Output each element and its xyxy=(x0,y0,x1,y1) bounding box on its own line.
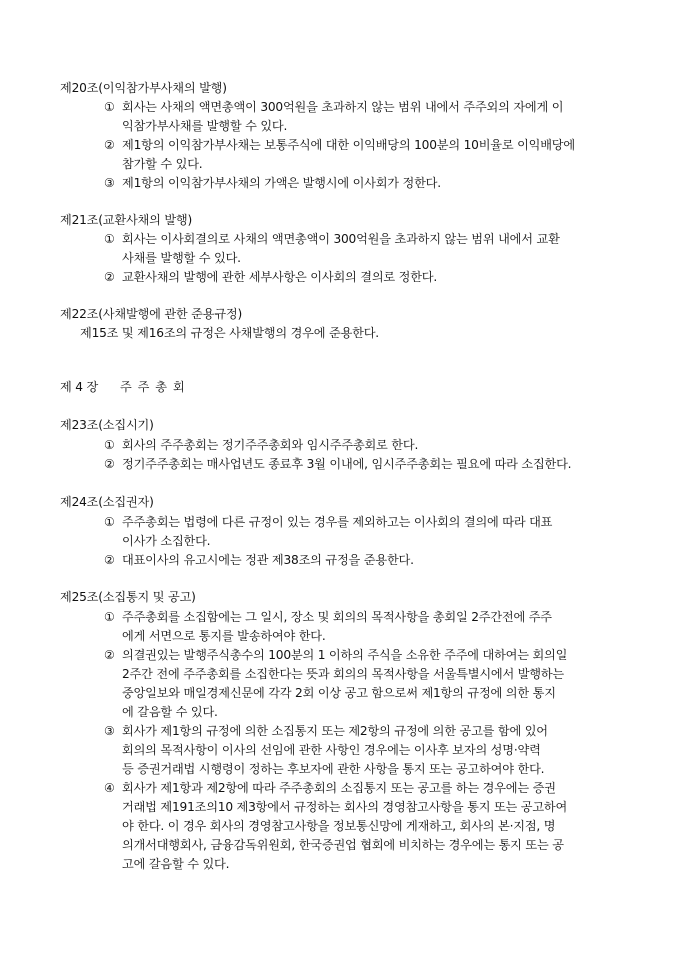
article-25-item-4-line-1: 회사가 제1항과 제2항에 따라 주주총회의 소집통지 또는 공고를 하는 경우에는 증권 xyxy=(122,781,556,795)
item-number: ③ xyxy=(104,176,115,190)
article-23-item-1-line-1: 회사의 주주총회는 정기주주총회와 임시주주총회로 한다. xyxy=(122,438,419,452)
article-21-item-1-line-2: 사채를 발행할 수 있다. xyxy=(122,251,241,265)
item-number: ② xyxy=(104,270,115,284)
article-22-body: 제15조 및 제16조의 규정은 사채발행의 경우에 준용한다. xyxy=(80,326,379,340)
article-25-item-2-line-2: 2주간 전에 주주총회를 소집한다는 뜻과 회의의 목적사항을 서울특별시에서 발행하는 xyxy=(122,667,565,681)
article-23-item-2-line-1: 정기주주총회는 매사업년도 종료후 3월 이내에, 임시주주총회는 필요에 따라 소집한다. xyxy=(122,457,572,471)
article-24-item-2-line-1: 대표이사의 유고시에는 정관 제38조의 규정을 준용한다. xyxy=(122,553,414,567)
article-25-item-1-line-1: 주주총회를 소집함에는 그 일시, 장소 및 회의의 목적사항을 총회일 2주간전에 주주 xyxy=(122,610,552,624)
article-21-item-2-line-1: 교환사채의 발행에 관한 세부사항은 이사회의 결의로 정한다. xyxy=(122,270,438,284)
article-21-title: 제21조(교환사채의 발행) xyxy=(60,213,193,227)
chapter-title: 주 주 총 회 xyxy=(120,380,186,394)
item-number: ③ xyxy=(104,724,115,738)
item-number: ② xyxy=(104,553,115,567)
article-23-title: 제23조(소집시기) xyxy=(60,418,154,432)
article-25-item-2-line-4: 에 갈음할 수 있다. xyxy=(122,705,218,719)
article-22-title: 제22조(사채발행에 관한 준용규정) xyxy=(60,307,243,321)
article-25-item-2-line-3: 중앙일보와 매일경제신문에 각각 2회 이상 공고 함으로써 제1항의 규정에 의한 통지 xyxy=(122,686,556,700)
article-25-item-4-line-3: 야 한다. 이 경우 회사의 경영참고사항을 정보통신망에 게재하고, 회사의 본·지점, 명 xyxy=(122,819,556,833)
chapter-label: 제 4 장 xyxy=(60,380,99,394)
article-20-item-2-line-2: 참가할 수 있다. xyxy=(122,157,203,171)
article-25-item-2-line-1: 의결권있는 발행주식총수의 100분의 1 이하의 주식을 소유한 주주에 대하여는 회의일 xyxy=(122,648,568,662)
article-21-item-1-line-1: 회사는 이사회결의로 사채의 액면총액이 300억원을 초과하지 않는 범위 내에서 교환 xyxy=(122,232,560,246)
article-20-title: 제20조(이익참가부사채의 발행) xyxy=(60,81,227,95)
item-number: ① xyxy=(104,438,115,452)
article-25-item-4-line-2: 거래법 제191조의10 제3항에서 규정하는 회사의 경영참고사항을 통지 또는 공고하여 xyxy=(122,800,568,814)
article-24-item-1-line-1: 주주총회는 법령에 다른 규정이 있는 경우를 제외하고는 이사회의 결의에 따라 대표 xyxy=(122,515,553,529)
article-24-item-1-line-2: 이사가 소집한다. xyxy=(122,534,211,548)
article-25-item-4-line-4: 의개서대행회사, 금융감독위원회, 한국증권업 협회에 비치하는 경우에는 통지 또는 공 xyxy=(122,838,564,852)
article-25-item-3-line-1: 회사가 제1항의 규정에 의한 소집통지 또는 제2항의 규정에 의한 공고를 함에 있어 xyxy=(122,724,548,738)
item-number: ② xyxy=(104,457,115,471)
item-number: ① xyxy=(104,610,115,624)
item-number: ② xyxy=(104,138,115,152)
article-24-title: 제24조(소집권자) xyxy=(60,495,154,509)
item-number: ① xyxy=(104,232,115,246)
item-number: ④ xyxy=(104,781,115,795)
item-number: ① xyxy=(104,515,115,529)
article-25-item-1-line-2: 에게 서면으로 통지를 발송하여야 한다. xyxy=(122,629,326,643)
article-20-item-3-line-1: 제1항의 이익참가부사채의 가액은 발행시에 이사회가 정한다. xyxy=(122,176,441,190)
article-20-item-1-line-1: 회사는 사채의 액면총액이 300억원을 초과하지 않는 범위 내에서 주주외의 자에게 이 xyxy=(122,100,564,114)
article-25-item-3-line-3: 등 증권거래법 시행령이 정하는 후보자에 관한 사항을 통지 또는 공고하여야 한다. xyxy=(122,762,545,776)
article-20-item-1-line-2: 익참가부사채를 발행할 수 있다. xyxy=(122,119,288,133)
article-25-item-3-line-2: 회의의 목적사항이 이사의 선임에 관한 사항인 경우에는 이사후 보자의 성명·약력 xyxy=(122,743,541,757)
article-25-item-4-line-5: 고에 갈음할 수 있다. xyxy=(122,857,230,871)
item-number: ① xyxy=(104,100,115,114)
article-25-title: 제25조(소집통지 및 공고) xyxy=(60,590,196,604)
article-20-item-2-line-1: 제1항의 이익참가부사채는 보통주식에 대한 이익배당의 100분의 10비율로 이익배당에 xyxy=(122,138,575,152)
item-number: ② xyxy=(104,648,115,662)
